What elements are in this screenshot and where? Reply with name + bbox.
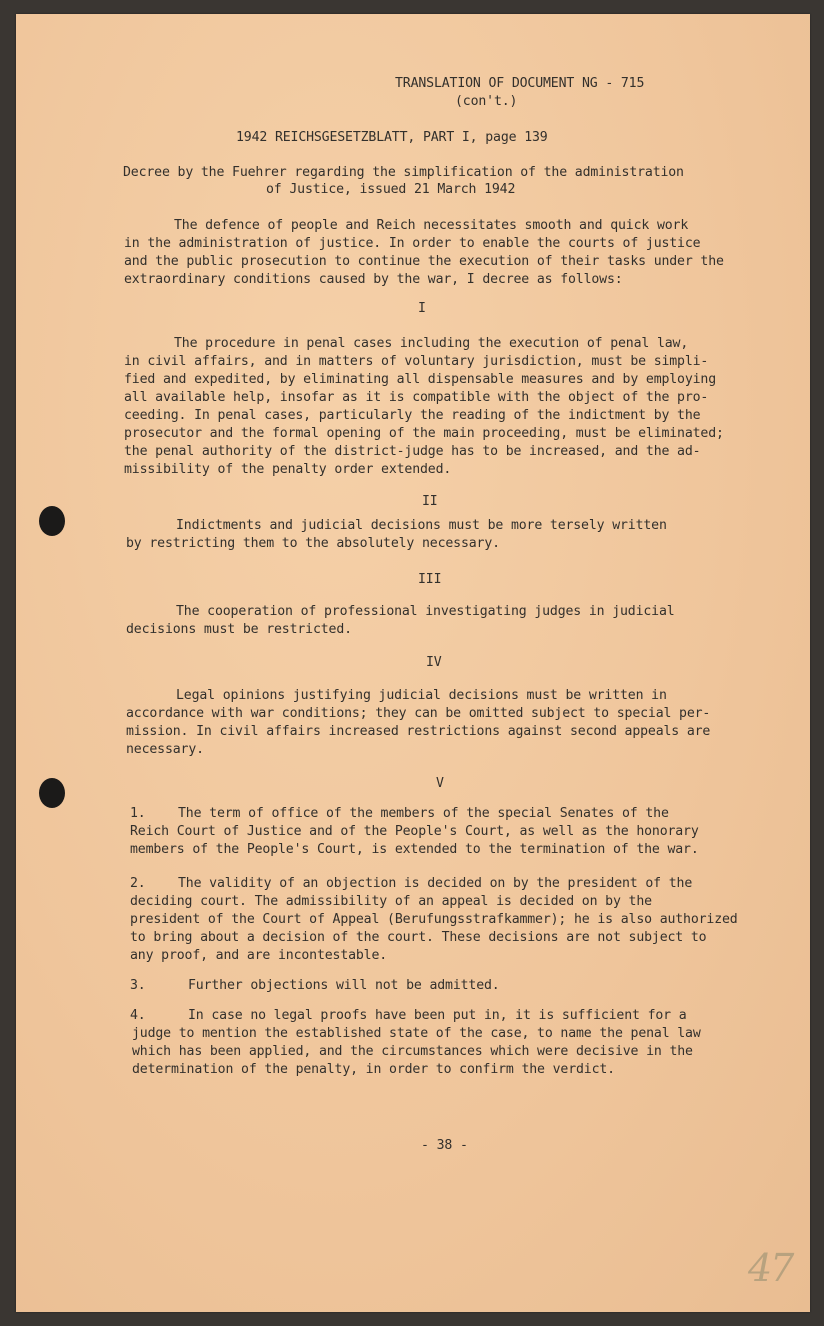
item-line: In case no legal proofs have been put in, it is sufficient for a — [188, 1008, 687, 1023]
section-numeral: III — [418, 572, 442, 587]
section-line: ceeding. In penal cases, particularly the reading of the indictment by the — [124, 408, 701, 423]
item-line: any proof, and are incontestable. — [130, 948, 388, 963]
section-line: all available help, insofar as it is compatible with the object of the pro- — [124, 390, 709, 405]
section-line: the penal authority of the district-judge has to be increased, and the ad- — [124, 444, 701, 459]
handwritten-page-number: 47 — [748, 1246, 793, 1290]
item-line: Further objections will not be admitted. — [188, 978, 500, 993]
document-page — [16, 14, 810, 1312]
source-reference: 1942 REICHSGESETZBLATT, PART I, page 139 — [236, 130, 548, 145]
item-number: 2. — [130, 876, 146, 891]
section-numeral: IV — [426, 655, 442, 670]
item-line: president of the Court of Appeal (Berufungsstrafkammer); he is also authorized — [130, 912, 738, 927]
item-line: which has been applied, and the circumstances which were decisive in the — [132, 1044, 693, 1059]
item-line: members of the People's Court, is extended to the termination of the war. — [130, 842, 699, 857]
page-number: - 38 - — [421, 1138, 468, 1153]
section-numeral: V — [436, 776, 444, 791]
section-line: Indictments and judicial decisions must be more tersely written — [176, 518, 667, 533]
punch-hole — [39, 506, 65, 536]
preamble-line: extraordinary conditions caused by the war, I decree as follows: — [124, 272, 623, 287]
section-line: The procedure in penal cases including the execution of penal law, — [174, 336, 689, 351]
item-line: The validity of an objection is decided on by the president of the — [178, 876, 693, 891]
item-line: deciding court. The admissibility of an appeal is decided on by the — [130, 894, 652, 909]
section-line: decisions must be restricted. — [126, 622, 352, 637]
item-number: 3. — [130, 978, 146, 993]
preamble-line: in the administration of justice. In order to enable the courts of justice — [124, 236, 701, 251]
section-line: prosecutor and the formal opening of the main proceeding, must be eliminated; — [124, 426, 724, 441]
section-numeral: II — [422, 494, 438, 509]
decree-title-line: Decree by the Fuehrer regarding the simplification of the administration — [123, 165, 684, 180]
item-line: judge to mention the established state of the case, to name the penal law — [132, 1026, 701, 1041]
item-line: to bring about a decision of the court. These decisions are not subject to — [130, 930, 707, 945]
item-number: 1. — [130, 806, 146, 821]
translation-header: TRANSLATION OF DOCUMENT NG - 715 — [395, 76, 645, 91]
preamble-line: and the public prosecution to continue the execution of their tasks under the — [124, 254, 724, 269]
section-line: mission. In civil affairs increased restrictions against second appeals are — [126, 724, 711, 739]
item-line: determination of the penalty, in order to confirm the verdict. — [132, 1062, 615, 1077]
section-line: necessary. — [126, 742, 204, 757]
section-line: missibility of the penalty order extended. — [124, 462, 452, 477]
item-line: The term of office of the members of the special Senates of the — [178, 806, 669, 821]
item-number: 4. — [130, 1008, 146, 1023]
continued-note: (con't.) — [455, 94, 518, 109]
section-line: fied and expedited, by eliminating all dispensable measures and by employing — [124, 372, 717, 387]
section-line: The cooperation of professional investigating judges in judicial — [176, 604, 675, 619]
preamble-line: The defence of people and Reich necessitates smooth and quick work — [174, 218, 689, 233]
section-line: in civil affairs, and in matters of voluntary jurisdiction, must be simpli- — [124, 354, 709, 369]
punch-hole — [39, 778, 65, 808]
section-line: accordance with war conditions; they can be omitted subject to special per- — [126, 706, 711, 721]
section-numeral: I — [418, 301, 426, 316]
section-line: Legal opinions justifying judicial decisions must be written in — [176, 688, 667, 703]
section-line: by restricting them to the absolutely necessary. — [126, 536, 500, 551]
item-line: Reich Court of Justice and of the People's Court, as well as the honorary — [130, 824, 699, 839]
decree-title-line: of Justice, issued 21 March 1942 — [266, 182, 516, 197]
